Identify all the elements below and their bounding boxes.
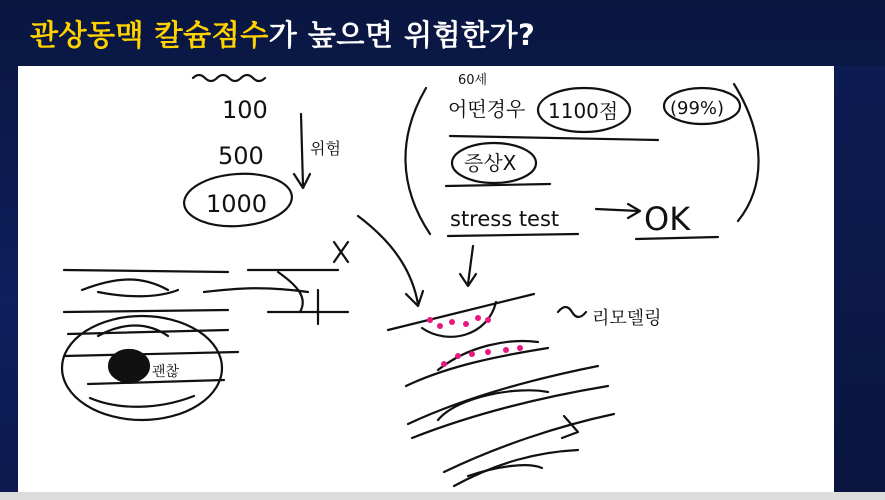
rupture-note: 괜찮 — [152, 364, 180, 380]
curve-arrow — [358, 216, 418, 304]
slide-title — [30, 13, 535, 54]
artery-line — [64, 270, 228, 272]
wavy-line — [193, 75, 265, 81]
ok-label: OK — [644, 200, 691, 238]
score-1000: 1000 — [206, 190, 268, 218]
remodeling: 리모델링 — [592, 308, 662, 329]
score-100: 100 — [222, 96, 268, 124]
title-rest: 가 높으면 위험한가? — [268, 18, 536, 52]
age-label: 60세 — [458, 73, 488, 88]
case-label: 어떤경우 — [448, 97, 526, 121]
risk-arrow — [301, 114, 303, 186]
cross-mark — [334, 242, 348, 262]
right-edge-panel — [834, 66, 885, 492]
ruptured-core — [109, 350, 149, 382]
title-highlight: 관상동맥 칼슘점수 — [30, 18, 269, 52]
case-score: 1100점 — [548, 99, 619, 123]
score-500: 500 — [218, 142, 264, 170]
handwritten-sketch — [18, 66, 834, 492]
remodeling-arrow — [558, 307, 586, 317]
title-bar — [0, 0, 885, 62]
left-paren — [405, 88, 430, 234]
risk-label: 위험 — [310, 139, 341, 158]
stress-test: stress test — [450, 207, 560, 231]
percentile: (99%) — [670, 98, 725, 119]
right-paren — [734, 84, 759, 221]
symptom: 증상X — [464, 151, 517, 175]
bottom-strip — [0, 492, 885, 500]
